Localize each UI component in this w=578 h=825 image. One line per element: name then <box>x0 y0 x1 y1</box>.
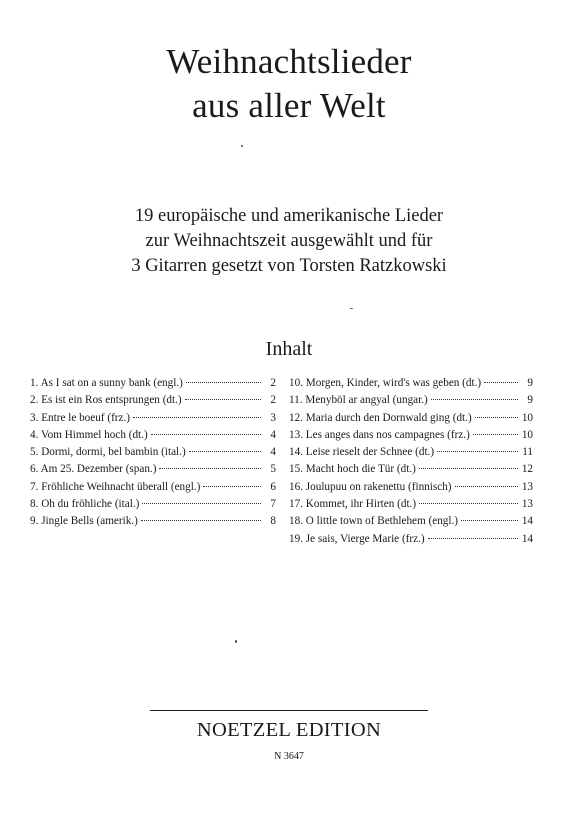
toc-entry-title: 7. Fröhliche Weihnacht überall (engl.) <box>30 480 201 493</box>
toc-entry <box>30 479 276 496</box>
contents-heading: Inhalt <box>265 338 313 360</box>
publisher-name: NOETZEL EDITION <box>196 719 382 741</box>
toc-entry <box>30 444 276 461</box>
toc-column-right <box>289 375 533 548</box>
toc-entry-page: 10 <box>521 428 533 441</box>
toc-entry-page: 14 <box>521 515 533 528</box>
toc-entry <box>289 444 533 461</box>
toc-entry-page: 14 <box>521 532 533 545</box>
toc-entry-title: 14. Leise rieselt der Schnee (dt.) <box>289 446 435 459</box>
toc-entry <box>30 427 276 444</box>
publisher-rule <box>150 710 428 711</box>
toc-entry-title: 19. Je sais, Vierge Marie (frz.) <box>289 532 425 545</box>
toc-leader-dots <box>159 467 261 469</box>
toc-entry-title: 6. Am 25. Dezember (span.) <box>30 463 157 476</box>
scan-speck <box>241 145 243 147</box>
toc-leader-dots <box>437 450 518 452</box>
toc-entry <box>30 392 276 409</box>
toc-entry-title: 8. Oh du fröhliche (ital.) <box>30 498 140 511</box>
toc-entry-title: 3. Entre le boeuf (frz.) <box>30 411 131 424</box>
toc-entry-page: 2 <box>270 394 276 407</box>
toc-entry-title: 13. Les anges dans nos campagnes (frz.) <box>289 428 470 441</box>
toc-entry <box>289 410 533 427</box>
toc-leader-dots <box>419 467 518 469</box>
toc-entry-title: 5. Dormi, dormi, bel bambin (ital.) <box>30 446 186 459</box>
scan-speck <box>350 308 353 309</box>
scan-speck <box>235 640 237 643</box>
toc-entry-title: 1. As I sat on a sunny bank (engl.) <box>30 377 183 389</box>
toc-leader-dots <box>431 398 518 400</box>
title-block <box>0 40 578 128</box>
toc-leader-dots <box>141 519 261 521</box>
toc-entry-page: 3 <box>270 411 276 424</box>
toc-entry <box>30 496 276 513</box>
toc-leader-dots <box>473 433 518 435</box>
title-line-1: Weihnachtslieder <box>166 42 412 81</box>
subtitle-line-3: 3 Gitarren gesetzt von Torsten Ratzkowski <box>131 256 447 276</box>
toc-entry-title: 16. Joulupuu on rakenettu (finnisch) <box>289 480 452 493</box>
toc-leader-dots <box>419 502 518 504</box>
toc-leader-dots <box>428 537 518 539</box>
subtitle-line-2: zur Weihnachtszeit ausgewählt und für <box>145 231 433 251</box>
toc-entry-title: 18. O little town of Bethlehem (engl.) <box>289 515 459 528</box>
toc-entry-page: 6 <box>270 480 276 493</box>
toc-leader-dots <box>475 416 518 418</box>
toc-entry-page: 4 <box>270 446 276 459</box>
toc-entry-page: 12 <box>521 463 533 476</box>
toc-leader-dots <box>189 450 261 452</box>
toc-entry-page: 4 <box>270 428 276 441</box>
toc-leader-dots <box>151 433 261 435</box>
toc-entry <box>30 375 276 392</box>
toc-entry <box>30 410 276 427</box>
toc-entry <box>289 531 533 548</box>
toc-entry <box>30 461 276 478</box>
toc-entry-title: 9. Jingle Bells (amerik.) <box>30 515 138 528</box>
toc-entry <box>289 513 533 530</box>
toc-entry <box>289 479 533 496</box>
catalog-number: N 3647 <box>274 751 304 762</box>
toc-leader-dots <box>461 519 518 521</box>
toc-leader-dots <box>133 416 261 418</box>
toc-entry <box>30 513 276 530</box>
toc-column-left <box>30 375 276 531</box>
toc-entry-page: 13 <box>521 498 533 511</box>
toc-entry <box>289 427 533 444</box>
toc-entry-page: 7 <box>270 498 276 511</box>
toc-entry-title: 12. Maria durch den Dornwald ging (dt.) <box>289 411 472 424</box>
toc-entry-title: 11. Menyböl ar angyal (ungar.) <box>289 394 428 407</box>
toc-entry <box>289 461 533 478</box>
toc-leader-dots <box>203 485 261 487</box>
toc-leader-dots <box>185 398 261 400</box>
toc-leader-dots <box>142 502 261 504</box>
toc-entry-title: 4. Vom Himmel hoch (dt.) <box>30 428 148 441</box>
subtitle-block <box>0 204 578 279</box>
toc-entry-page: 10 <box>521 411 533 424</box>
toc-entry-title: 2. Es ist ein Ros entsprungen (dt.) <box>30 394 182 407</box>
toc-entry-page: 9 <box>527 377 533 389</box>
toc-entry-page: 9 <box>527 394 533 407</box>
toc-entry-title: 10. Morgen, Kinder, wird's was geben (dt.) <box>289 377 482 389</box>
toc-entry <box>289 375 533 392</box>
toc-leader-dots <box>186 381 261 383</box>
toc-leader-dots <box>484 381 518 383</box>
toc-entry <box>289 392 533 409</box>
toc-entry-title: 17. Kommet, ihr Hirten (dt.) <box>289 498 417 511</box>
subtitle-line-1: 19 europäische und amerikanische Lieder <box>134 206 444 226</box>
toc-entry-page: 11 <box>522 446 533 459</box>
toc-entry-page: 2 <box>270 377 276 389</box>
toc-entry-page: 8 <box>270 515 276 528</box>
title-line-2: aus aller Welt <box>192 86 386 125</box>
toc-leader-dots <box>455 485 519 487</box>
toc-entry-page: 5 <box>270 463 276 476</box>
toc-entry <box>289 496 533 513</box>
toc-entry-title: 15. Macht hoch die Tür (dt.) <box>289 463 416 476</box>
toc-entry-page: 13 <box>521 480 533 493</box>
